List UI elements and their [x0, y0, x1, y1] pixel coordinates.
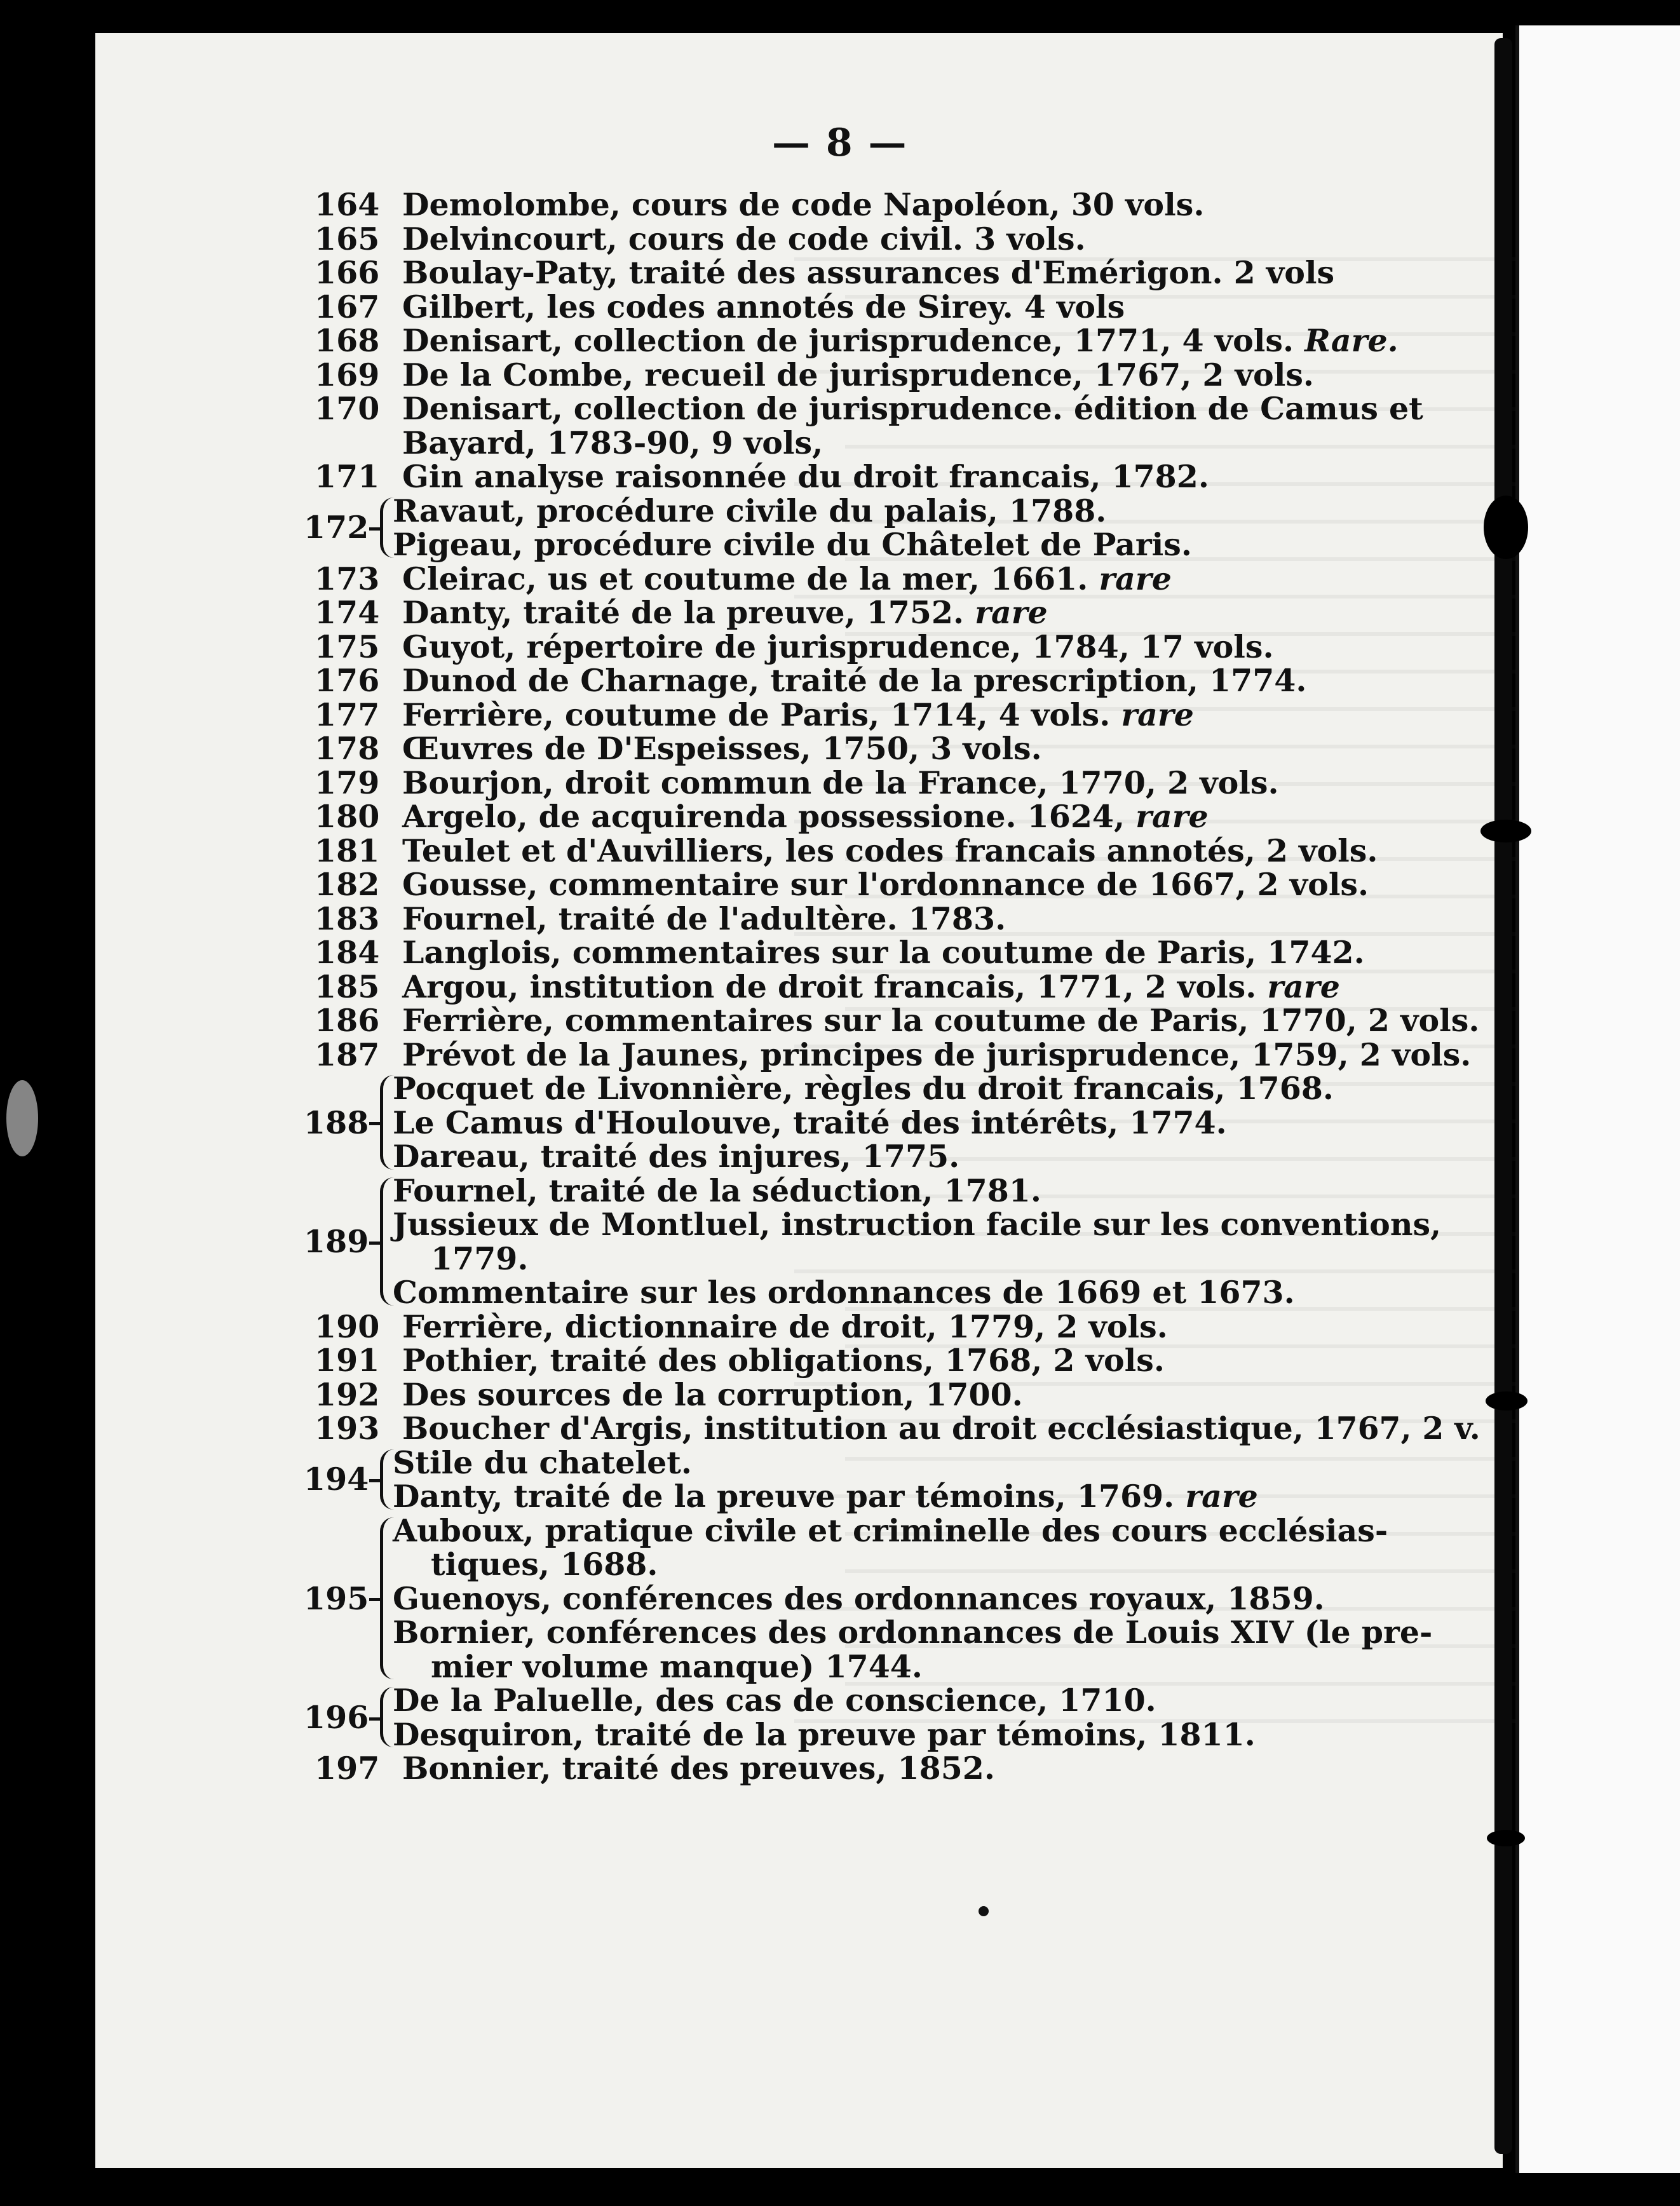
entry-text: tiques, 1688. — [431, 1546, 658, 1583]
entry-text: Guyot, répertoire de jurisprudence, 1784, 17 vols. — [402, 628, 1274, 665]
entry-number: 176 — [315, 662, 380, 699]
entry-text: 1779. — [431, 1240, 529, 1277]
entry-text: Des sources de la corruption, 1700. — [402, 1376, 1023, 1413]
entry-text: Denisart, collection de jurisprudence. édition de Camus et — [402, 390, 1423, 427]
entry-text: Guenoys, conférences des ordonnances royaux, 1859. — [393, 1580, 1325, 1617]
entry-text: Dunod de Charnage, traité de la prescription, 1774. — [402, 662, 1307, 699]
entry-note: rare — [1088, 560, 1172, 597]
entry-number: 195 — [304, 1580, 369, 1617]
entry-note: rare — [964, 594, 1048, 631]
page-number: — 8 — — [772, 121, 908, 165]
entry-number: 169 — [315, 356, 380, 393]
entry-number: 185 — [315, 968, 380, 1005]
entry-text: Fournel, traité de la séduction, 1781. — [393, 1172, 1041, 1209]
entry-number: 167 — [315, 288, 380, 325]
entry-text: Desquiron, traité de la preuve par témoins, 1811. — [393, 1715, 1256, 1753]
entry-text: Fournel, traité de l'adultère. 1783. — [402, 900, 1006, 937]
entry-number: 187 — [315, 1036, 380, 1073]
entry-text: Denisart, collection de jurisprudence, 1771, 4 vols. Rare. — [402, 322, 1399, 359]
entry-text: Bourjon, droit commun de la France, 1770, 2 vols. — [402, 764, 1279, 801]
entry-text: Langlois, commentaires sur la coutume de Paris, 1742. — [402, 934, 1365, 971]
entry-text: Œuvres de D'Espeisses, 1750, 3 vols. — [402, 730, 1042, 767]
entry-text: De la Paluelle, des cas de conscience, 1710. — [393, 1682, 1156, 1719]
ink-blob — [1480, 820, 1531, 842]
entry-text: Ferrière, dictionnaire de droit, 1779, 2 vols. — [402, 1308, 1168, 1345]
entry-text: Danty, traité de la preuve, 1752. rare — [402, 594, 1048, 631]
entry-text: Gilbert, les codes annotés de Sirey. 4 vols — [402, 288, 1125, 325]
entry-number: 174 — [315, 594, 380, 631]
bleed-line — [845, 1648, 1531, 1686]
entry-number: 193 — [315, 1410, 380, 1447]
entry-note: rare — [1110, 696, 1194, 733]
entry-number: 165 — [315, 220, 380, 257]
entry-note: Rare. — [1294, 322, 1399, 359]
entry-number: 175 — [315, 628, 380, 665]
entry-number: 180 — [315, 798, 380, 835]
entry-text: Delvincourt, cours de code civil. 3 vols. — [402, 220, 1086, 257]
entry-number: 196 — [304, 1698, 369, 1736]
entry-text: Gousse, commentaire sur l'ordonnance de 1667, 2 vols. — [402, 866, 1369, 903]
entry-number: 181 — [315, 832, 380, 869]
entry-number: 186 — [315, 1002, 380, 1039]
ink-smudge — [6, 1080, 38, 1156]
ink-blob — [1487, 1830, 1525, 1846]
entry-number: 173 — [315, 560, 380, 597]
entry-number: 177 — [315, 696, 380, 733]
entry-text: Stile du chatelet. — [393, 1444, 692, 1481]
entry-text: Pigeau, procédure civile du Châtelet de Paris. — [393, 526, 1192, 563]
entry-number: 192 — [315, 1376, 380, 1413]
entry-number: 178 — [315, 730, 380, 767]
entry-text: mier volume manque) 1744. — [431, 1648, 923, 1685]
entry-text: Dareau, traité des injures, 1775. — [393, 1138, 960, 1175]
entry-number: 188 — [304, 1104, 369, 1141]
entry-text: Argelo, de acquirenda possessione. 1624, rare — [402, 798, 1209, 835]
page-dot — [979, 1906, 989, 1916]
entry-number: 164 — [315, 186, 380, 223]
entry-text: Ferrière, coutume de Paris, 1714, 4 vols. rare — [402, 696, 1194, 733]
entry-text: Bonnier, traité des preuves, 1852. — [402, 1750, 995, 1787]
entry-text: Commentaire sur les ordonnances de 1669 et 1673. — [393, 1274, 1295, 1311]
entry-text: Bayard, 1783-90, 9 vols, — [402, 424, 823, 461]
entry-text: Argou, institution de droit francais, 1771, 2 vols. rare — [402, 968, 1340, 1005]
ink-blob — [1486, 1391, 1528, 1411]
entry-text: Bornier, conférences des ordonnances de Louis XIV (le pre- — [393, 1614, 1433, 1651]
entry-text: Jussieux de Montluel, instruction facile sur les conventions, — [393, 1206, 1442, 1243]
entry-text: De la Combe, recueil de jurisprudence, 1767, 2 vols. — [402, 356, 1314, 393]
ink-blob — [1484, 496, 1528, 559]
entry-number: 172 — [304, 509, 369, 546]
entry-number: 166 — [315, 254, 380, 291]
adjacent-page-edge — [1515, 25, 1680, 2173]
entry-text: Ravaut, procédure civile du palais, 1788. — [393, 492, 1107, 529]
entry-number: 170 — [315, 390, 380, 427]
entry-text: Demolombe, cours de code Napoléon, 30 vols. — [402, 186, 1205, 223]
entry-number: 190 — [315, 1308, 380, 1345]
entry-text: Le Camus d'Houlouve, traité des intérêts, 1774. — [393, 1104, 1227, 1141]
entry-text: Prévot de la Jaunes, principes de jurisprudence, 1759, 2 vols. — [402, 1036, 1472, 1073]
entry-text: Cleirac, us et coutume de la mer, 1661. rare — [402, 560, 1172, 597]
entry-text: Boulay-Paty, traité des assurances d'Emérigon. 2 vols — [402, 254, 1335, 291]
entry-text: Gin analyse raisonnée du droit francais, 1782. — [402, 458, 1209, 495]
entry-text: Boucher d'Argis, institution au droit ecclésiastique, 1767, 2 v. — [402, 1410, 1480, 1447]
entry-text: Danty, traité de la preuve par témoins, 1769. rare — [393, 1478, 1258, 1515]
entry-number: 184 — [315, 934, 380, 971]
entry-note: rare — [1256, 968, 1340, 1005]
entry-number: 182 — [315, 866, 380, 903]
entry-number: 189 — [304, 1222, 369, 1260]
entry-number: 171 — [315, 458, 380, 495]
entry-number: 179 — [315, 764, 380, 801]
entry-text: Pocquet de Livonnière, règles du droit francais, 1768. — [393, 1070, 1334, 1107]
entry-number: 168 — [315, 322, 380, 359]
entry-note: rare — [1174, 1478, 1258, 1515]
entry-number: 197 — [315, 1750, 380, 1787]
entry-number: 191 — [315, 1342, 380, 1379]
entry-text: Teulet et d'Auvilliers, les codes francais annotés, 2 vols. — [402, 832, 1378, 869]
entry-note: rare — [1125, 798, 1209, 835]
entry-text: Ferrière, commentaires sur la coutume de Paris, 1770, 2 vols. — [402, 1002, 1480, 1039]
entry-number: 194 — [304, 1461, 369, 1498]
entry-text: Auboux, pratique civile et criminelle des cours ecclésias- — [393, 1512, 1388, 1549]
entry-number: 183 — [315, 900, 380, 937]
entry-text: Pothier, traité des obligations, 1768, 2 vols. — [402, 1342, 1165, 1379]
